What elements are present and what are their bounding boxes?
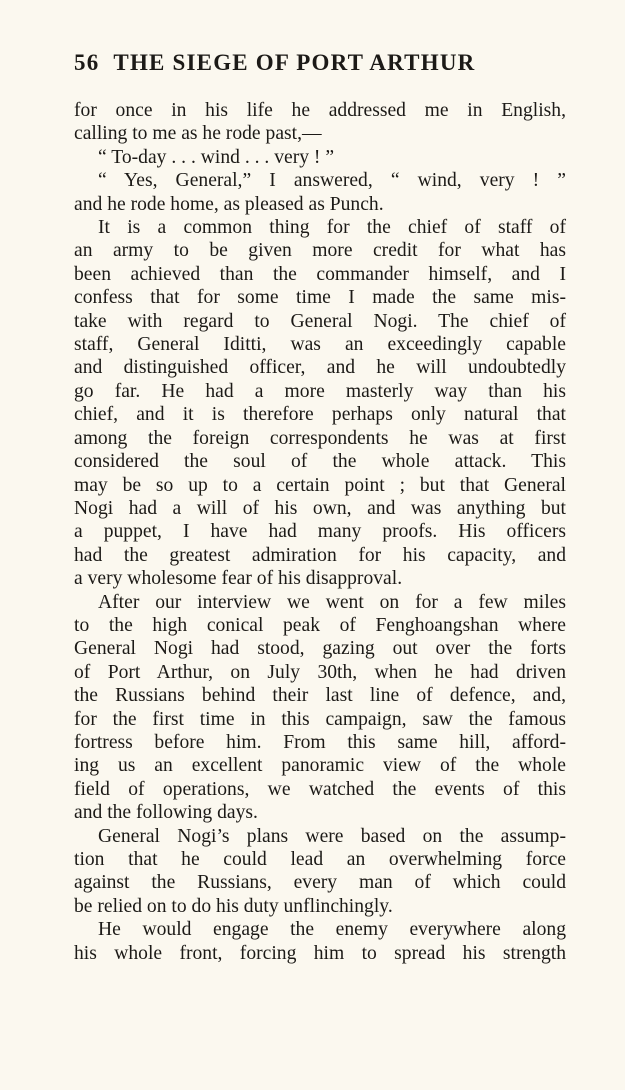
text-line: been achieved than the commander himself, and I <box>74 263 566 285</box>
text-line: Nogi had a will of his own, and was anything but <box>74 497 566 519</box>
text-line: staff, General Iditti, was an exceedingly capable <box>74 334 566 356</box>
text-line: calling to me as he rode past,— <box>74 123 322 145</box>
text-line: his whole front, forcing him to spread his strength <box>74 942 566 964</box>
text-line: considered the soul of the whole attack. This <box>74 451 566 473</box>
text-line: field of operations, we watched the events of this <box>74 778 566 800</box>
text-line: tion that he could lead an overwhelming force <box>74 849 566 870</box>
text-line: go far. He had a more masterly way than his <box>74 380 566 402</box>
text-line: be relied on to do his duty unflinchingly. <box>74 895 393 917</box>
text-line: After our interview we went on for a few miles <box>98 591 566 613</box>
text-line: confess that for some time I made the same mis- <box>74 287 566 309</box>
text-line: chief, and it is therefore perhaps only natural that <box>74 404 566 426</box>
text-line: General Nogi’s plans were based on the assump- <box>98 825 566 847</box>
text-line: and he rode home, as pleased as Punch. <box>74 193 384 215</box>
text-line: ing us an excellent panoramic view of the whole <box>74 755 566 777</box>
body-text <box>74 99 566 965</box>
text-line: may be so up to a certain point ; but that General <box>74 474 566 496</box>
text-line: and distinguished officer, and he will undoubtedly <box>74 357 566 379</box>
text-line: take with regard to General Nogi. The chief of <box>74 310 566 332</box>
text-line: the Russians behind their last line of defence, and, <box>74 685 566 707</box>
page-number: 56 <box>74 50 100 75</box>
text-line: of Port Arthur, on July 30th, when he had driven <box>74 661 566 683</box>
running-head <box>74 50 554 80</box>
text-line: He would engage the enemy everywhere along <box>98 919 566 941</box>
text-line: “ To-day . . . wind . . . very ! ” <box>98 146 335 168</box>
text-line: General Nogi had stood, gazing out over the forts <box>74 638 566 660</box>
text-line: for once in his life he addressed me in English, <box>74 100 566 121</box>
text-line: and the following days. <box>74 802 258 824</box>
text-line: had the greatest admiration for his capacity, and <box>74 544 566 566</box>
text-line: to the high conical peak of Fenghoangshan where <box>74 614 566 636</box>
text-line: “ Yes, General,” I answered, “ wind, very ! ” <box>98 170 566 192</box>
text-line: against the Russians, every man of which could <box>74 872 566 894</box>
running-title: THE SIEGE OF PORT ARTHUR <box>113 50 476 75</box>
text-line: fortress before him. From this same hill, afford- <box>74 731 566 753</box>
text-line: among the foreign correspondents he was at first <box>74 427 566 449</box>
text-line: a very wholesome fear of his disapproval. <box>74 568 403 590</box>
text-line: a puppet, I have had many proofs. His officers <box>74 521 566 543</box>
text-line: It is a common thing for the chief of staff of <box>98 217 566 239</box>
text-line: for the first time in this campaign, saw the famous <box>74 708 566 730</box>
text-line: an army to be given more credit for what has <box>74 240 566 262</box>
